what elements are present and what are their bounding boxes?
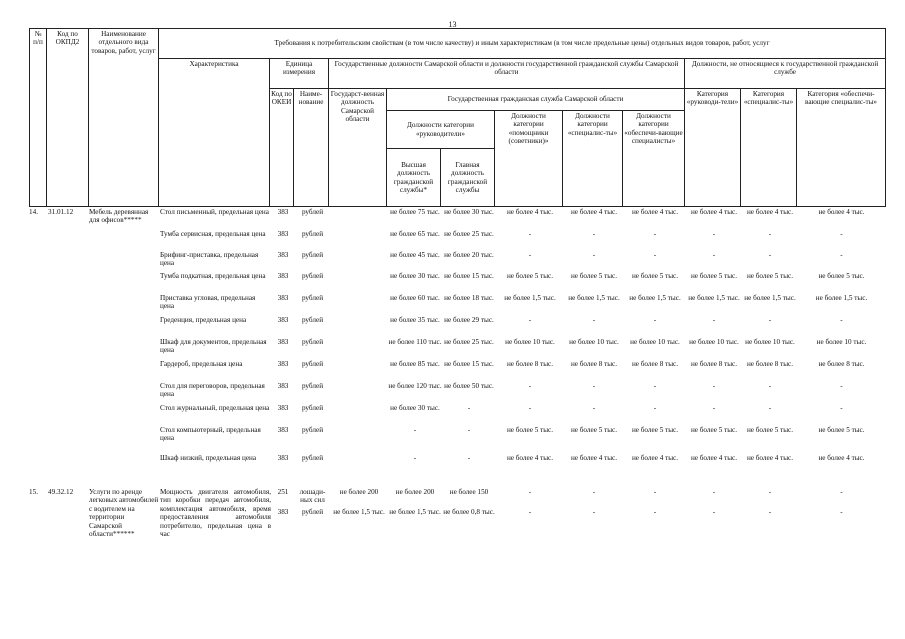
item-unit: рублей: [301, 454, 324, 462]
item-main: не более 15 тыс.: [444, 272, 494, 280]
item-ng-heads: не более 4 тыс.: [690, 454, 738, 462]
item-ng-spec: не более 5 тыс.: [746, 426, 794, 434]
item-assistants: не более 10 тыс.: [505, 338, 555, 346]
item-ng-support: -: [840, 382, 843, 390]
item-highest: не более 120 тыс.: [388, 382, 442, 390]
item-ng-heads: -: [712, 508, 716, 516]
item-support: не более 5 тыс.: [631, 272, 679, 280]
item-characteristic: Стол письменный, предельная цена: [160, 208, 269, 216]
item-support: не более 8 тыс.: [631, 360, 679, 368]
item-specialists: -: [592, 382, 596, 390]
item-ng-support: -: [840, 230, 843, 238]
item-unit: лошади-ных сил: [299, 488, 326, 505]
item-support: -: [653, 316, 657, 324]
group-num: 14.: [29, 208, 38, 216]
item-specialists: -: [592, 488, 596, 496]
item-ng-heads: -: [712, 488, 716, 496]
header-characteristic: Характеристика: [159, 59, 270, 207]
item-specialists: не более 5 тыс.: [570, 272, 618, 280]
item-support: не более 4 тыс.: [631, 208, 679, 216]
item-characteristic: Греденция, предельная цена: [160, 316, 247, 324]
item-specialists: -: [592, 316, 596, 324]
item-support: не более 4 тыс.: [631, 454, 679, 462]
item-assistants: -: [528, 382, 532, 390]
item-main: не более 25 тыс.: [444, 230, 494, 238]
item-okei: 383: [277, 426, 289, 434]
item-okei: 383: [277, 230, 289, 238]
header-support: Должности категории «обеспечи-вающие специалисты»: [623, 111, 685, 207]
item-assistants: -: [528, 508, 532, 516]
item-ng-spec: не более 10 тыс.: [745, 338, 795, 346]
item-ng-support: не более 4 тыс.: [818, 208, 865, 216]
item-main: -: [467, 404, 471, 412]
header-requirements: Требования к потребительским свойствам (в том числе качеству) и иным характеристикам (в том числе предельные цены) отдельных видов товаров, работ, услуг: [159, 29, 886, 59]
item-assistants: не более 4 тыс.: [506, 208, 554, 216]
item-okei: 383: [277, 338, 289, 346]
item-ng-spec: -: [768, 230, 772, 238]
item-specialists: не более 4 тыс.: [570, 454, 618, 462]
item-ng-spec: -: [768, 251, 772, 259]
item-highest: не более 60 тыс.: [390, 294, 440, 302]
item-unit: рублей: [301, 382, 324, 390]
item-ng-support: не более 5 тыс.: [818, 426, 865, 434]
header-ng-heads: Категория «руководи-тели»: [685, 89, 741, 207]
item-highest: не более 200: [395, 488, 435, 496]
group-code: 31.01.12: [48, 208, 74, 216]
item-highest: не более 30 тыс.: [390, 404, 440, 412]
item-specialists: -: [592, 251, 596, 259]
item-unit: рублей: [301, 508, 324, 516]
item-highest: не более 85 тыс.: [390, 360, 440, 368]
item-ng-spec: не более 4 тыс.: [746, 208, 794, 216]
item-ng-support: не более 4 тыс.: [818, 454, 865, 462]
item-ng-spec: -: [768, 488, 772, 496]
item-highest: не более 1,5 тыс.: [389, 508, 441, 516]
item-characteristic: Гардероб, предельная цена: [160, 360, 243, 368]
header-name: Наименование отдельного вида товаров, работ, услуг: [89, 29, 159, 207]
item-ng-heads: не более 5 тыс.: [690, 272, 738, 280]
page-number: 13: [448, 20, 457, 29]
item-highest: -: [413, 426, 417, 434]
item-okei: 383: [277, 208, 289, 216]
header-gov-positions: Государственные должности Самарской области и должности государственной гражданской службы Самарской области: [329, 59, 685, 89]
item-characteristic: Брифинг-приставка, предельная цена: [160, 251, 259, 268]
item-unit: рублей: [301, 251, 324, 259]
item-gov-pos: не более 1,5 тыс.: [333, 508, 385, 516]
item-ng-support: -: [840, 251, 843, 259]
item-specialists: не более 1,5 тыс.: [568, 294, 620, 302]
item-ng-spec: не более 8 тыс.: [746, 360, 794, 368]
item-characteristic: Мощность двигателя автомобиля, тип коробки передач автомобиля, комплектация автомобиля, время предоставления автомобиля потребителю, предельная цена в час: [160, 488, 271, 539]
item-ng-heads: не более 10 тыс.: [689, 338, 739, 346]
item-ng-spec: не более 5 тыс.: [746, 272, 794, 280]
header-non-gov: Должности, не относящиеся к государственной гражданской службе: [685, 59, 886, 89]
item-okei: 251: [277, 488, 289, 496]
item-highest: не более 75 тыс.: [390, 208, 440, 216]
header-okpd: Код по ОКПД2: [47, 29, 89, 207]
item-support: -: [653, 251, 657, 259]
header-assistants: Должности категории «помощники (советники)»: [495, 111, 563, 207]
item-ng-spec: -: [768, 316, 772, 324]
item-characteristic: Тумба сервисная, предельная цена: [160, 230, 266, 238]
item-main: не более 50 тыс.: [444, 382, 494, 390]
item-okei: 383: [277, 404, 289, 412]
item-specialists: не более 8 тыс.: [570, 360, 618, 368]
header-unit: Единица измерения: [270, 59, 329, 89]
item-main: -: [467, 454, 471, 462]
item-gov-pos: не более 200: [339, 488, 379, 496]
group-num: 15.: [29, 488, 38, 496]
item-support: -: [653, 230, 657, 238]
item-unit: рублей: [301, 360, 324, 368]
item-support: не более 1,5 тыс.: [629, 294, 681, 302]
item-characteristic: Шкаф для документов, предельная цена: [160, 338, 267, 355]
item-characteristic: Шкаф низкий, предельная цена: [160, 454, 257, 462]
item-characteristic: Стол компьютерный, предельная цена: [160, 426, 261, 443]
item-ng-heads: не более 4 тыс.: [690, 208, 738, 216]
table-header: [29, 28, 885, 207]
item-assistants: -: [528, 251, 532, 259]
header-highest: Высшая должность гражданской службы*: [387, 149, 441, 207]
item-ng-heads: -: [712, 251, 716, 259]
item-ng-support: не более 5 тыс.: [818, 272, 865, 280]
item-okei: 383: [277, 316, 289, 324]
item-main: не более 0,8 тыс.: [443, 508, 495, 516]
item-specialists: не более 10 тыс.: [569, 338, 619, 346]
item-specialists: не более 4 тыс.: [570, 208, 618, 216]
group-name: Мебель деревянная для офисов*****: [89, 208, 149, 225]
item-okei: 383: [277, 251, 289, 259]
item-ng-heads: -: [712, 382, 716, 390]
item-ng-spec: не более 1,5 тыс.: [744, 294, 796, 302]
item-specialists: -: [592, 230, 596, 238]
item-assistants: -: [528, 230, 532, 238]
item-highest: не более 35 тыс.: [390, 316, 440, 324]
item-ng-support: -: [840, 404, 843, 412]
item-main: не более 15 тыс.: [444, 360, 494, 368]
header-main: Главная должность гражданской службы: [441, 149, 495, 207]
item-specialists: не более 5 тыс.: [570, 426, 618, 434]
item-ng-spec: не более 4 тыс.: [746, 454, 794, 462]
header-num: № п/п: [30, 29, 47, 207]
header-unit-code: Код по ОКЕИ: [270, 89, 294, 207]
item-support: не более 5 тыс.: [631, 426, 679, 434]
item-unit: рублей: [301, 208, 324, 216]
item-support: -: [653, 382, 657, 390]
item-ng-support: не более 1,5 тыс.: [815, 294, 868, 302]
item-assistants: -: [528, 404, 532, 412]
item-ng-spec: -: [768, 404, 772, 412]
item-okei: 383: [277, 382, 289, 390]
item-ng-heads: не более 5 тыс.: [690, 426, 738, 434]
item-main: не более 150: [449, 488, 489, 496]
item-okei: 383: [277, 294, 289, 302]
group-name: Услуги по аренде легковых автомобилей с водителем на территории Самарской области******: [89, 488, 159, 539]
item-ng-support: -: [840, 316, 843, 324]
item-main: не более 18 тыс.: [444, 294, 494, 302]
item-unit: рублей: [301, 230, 324, 238]
item-unit: рублей: [301, 426, 324, 434]
item-assistants: не более 5 тыс.: [506, 272, 554, 280]
item-ng-heads: -: [712, 230, 716, 238]
item-highest: не более 65 тыс.: [390, 230, 440, 238]
item-okei: 383: [277, 508, 289, 516]
item-unit: рублей: [301, 294, 324, 302]
item-support: -: [653, 508, 657, 516]
item-assistants: -: [528, 488, 532, 496]
item-main: -: [467, 426, 471, 434]
item-ng-spec: -: [768, 508, 772, 516]
item-okei: 383: [277, 454, 289, 462]
header-unit-name: Наиме-нование: [294, 89, 329, 207]
item-assistants: не более 5 тыс.: [506, 426, 554, 434]
item-okei: 383: [277, 360, 289, 368]
header-civil-service: Государственная гражданская служба Самарской области: [387, 89, 685, 111]
item-ng-heads: не более 1,5 тыс.: [688, 294, 740, 302]
item-main: не более 25 тыс.: [444, 338, 494, 346]
item-okei: 383: [277, 272, 289, 280]
item-characteristic: Стол для переговоров, предельная цена: [160, 382, 265, 399]
item-assistants: не более 8 тыс.: [506, 360, 554, 368]
item-unit: рублей: [301, 338, 324, 346]
item-highest: не более 110 тыс.: [388, 338, 442, 346]
item-main: не более 29 тыс.: [444, 316, 494, 324]
item-unit: рублей: [301, 316, 324, 324]
header-cat-heads: Должности категории «руководители»: [387, 111, 495, 149]
header-ng-support: Категория «обеспечи-вающие специалис-ты»: [797, 89, 886, 207]
item-assistants: не более 1,5 тыс.: [504, 294, 556, 302]
item-unit: рублей: [301, 404, 324, 412]
item-specialists: -: [592, 508, 596, 516]
item-ng-support: -: [840, 488, 843, 496]
item-highest: не более 30 тыс.: [390, 272, 440, 280]
item-assistants: не более 4 тыс.: [506, 454, 554, 462]
item-specialists: -: [592, 404, 596, 412]
item-unit: рублей: [301, 272, 324, 280]
item-ng-support: не более 10 тыс.: [816, 338, 867, 346]
group-code: 49.32.12: [48, 488, 74, 496]
item-support: -: [653, 404, 657, 412]
item-ng-spec: -: [768, 382, 772, 390]
item-highest: не более 45 тыс.: [390, 251, 440, 259]
item-main: не более 30 тыс.: [444, 208, 494, 216]
item-ng-heads: не более 8 тыс.: [690, 360, 738, 368]
item-characteristic: Тумба подкатная, предельная цена: [160, 272, 266, 280]
item-ng-heads: -: [712, 316, 716, 324]
item-ng-support: не более 8 тыс.: [818, 360, 865, 368]
item-highest: -: [413, 454, 417, 462]
item-ng-heads: -: [712, 404, 716, 412]
item-support: не более 10 тыс.: [630, 338, 680, 346]
item-support: -: [653, 488, 657, 496]
header-ng-spec: Категория «специалис-ты»: [741, 89, 797, 207]
item-characteristic: Приставка угловая, предельная цена: [160, 294, 256, 311]
header-specialists: Должности категории «специалис-ты»: [563, 111, 623, 207]
item-characteristic: Стол журнальный, предельная цена: [160, 404, 270, 412]
header-gov-pos-sam: Государст-венная должность Самарской области: [329, 89, 387, 207]
item-ng-support: -: [840, 508, 843, 516]
item-assistants: -: [528, 316, 532, 324]
item-main: не более 20 тыс.: [444, 251, 494, 259]
